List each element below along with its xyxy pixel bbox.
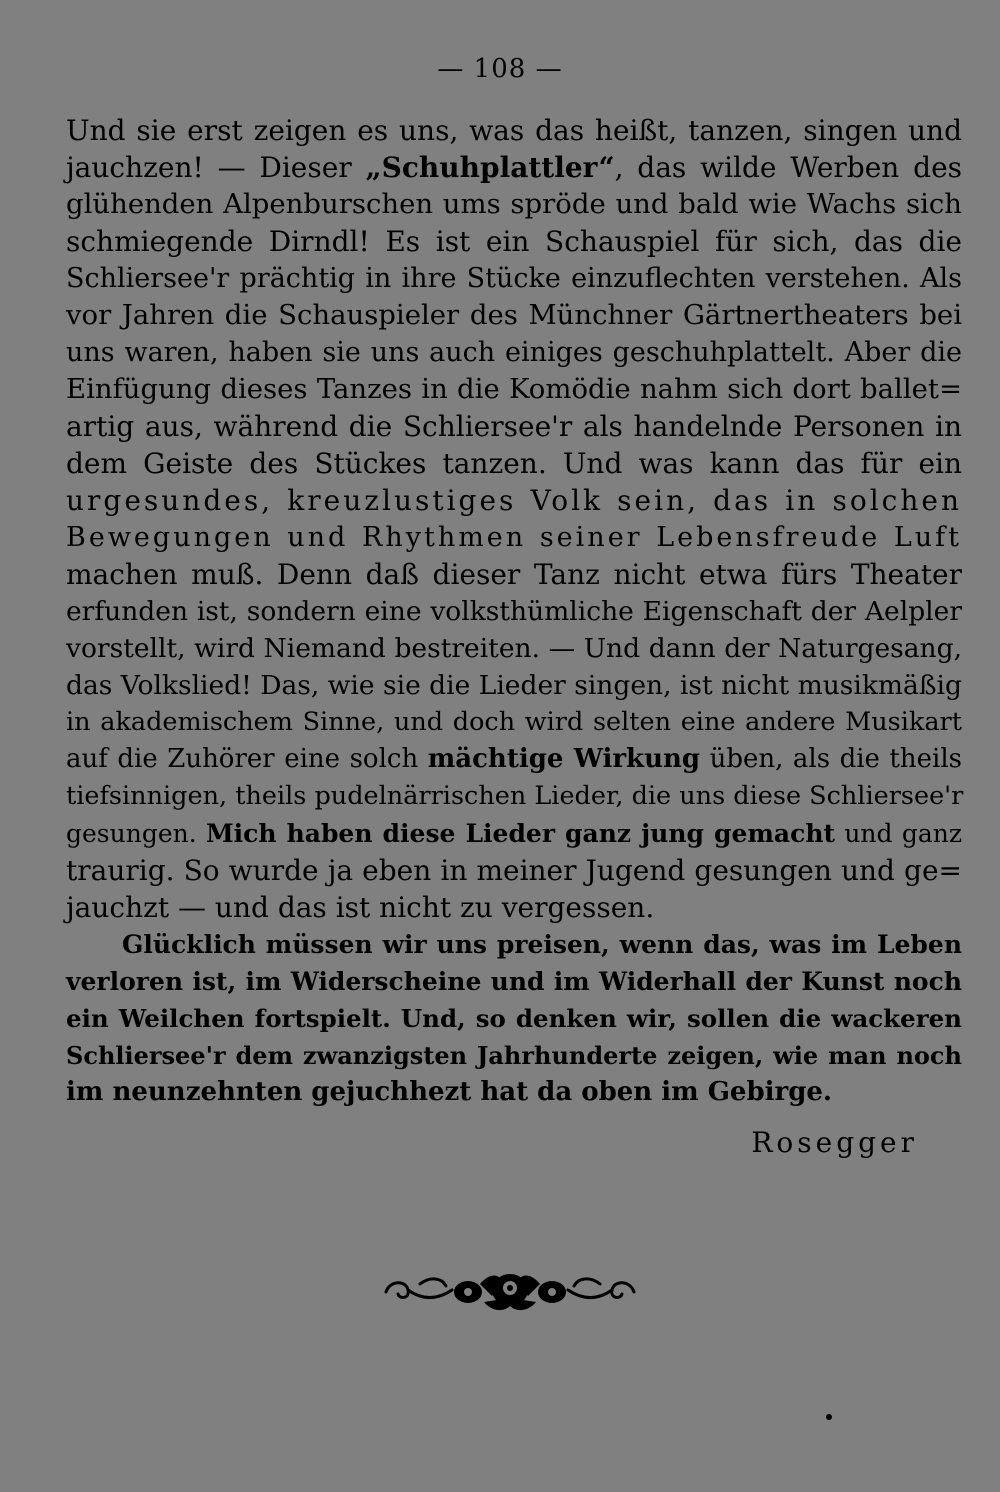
line-text: , das wilde Werben des — [614, 151, 963, 184]
text-line — [66, 260, 962, 297]
line-text: auf die Zuhörer eine solch — [66, 744, 428, 774]
text-line: ein Weilchen fortspielt. Und, so denken wir, sollen die wackeren — [66, 1004, 962, 1033]
line-text: artig aus, während die Schliersee'r als handelnde Personen in — [66, 410, 962, 443]
line-text: Und sie erst zeigen es uns, was das heißt, tanzen, singen und — [66, 114, 962, 147]
text-line: Schliersee'r dem zwanzigsten Jahrhunderte zeigen, wie man noch — [66, 1041, 962, 1070]
text-line — [66, 482, 962, 519]
line-text: das Volkslied! Das, wie sie die Lieder singen, ist nicht musikmäßig — [66, 670, 962, 701]
floral-ornament-icon — [380, 1262, 640, 1318]
text-line — [66, 223, 962, 260]
emphasis-text: „Schuhplattler“ — [365, 151, 615, 184]
text-line — [66, 408, 962, 445]
line-text: erfunden ist, sondern eine volksthümliche Eigenschaft der Aelpler — [66, 596, 962, 627]
text-line: verloren ist, im Widerscheine und im Widerhall der Kunst noch — [66, 967, 962, 996]
text-line — [66, 297, 962, 334]
text-line — [66, 741, 962, 778]
emphasis-text: Mich haben diese Lieder ganz jung gemacht — [205, 819, 836, 848]
text-line — [66, 519, 962, 556]
text-line: im neunzehnten gejuchhezt hat da oben im Gebirge. — [66, 1077, 832, 1107]
text-line — [66, 778, 962, 815]
line-text: und ganz — [835, 819, 963, 848]
line-text: machen muß. Denn daß dieser Tanz nicht etwa fürs Theater — [66, 558, 962, 591]
paragraph-main — [66, 112, 962, 926]
author-signature: Rosegger — [751, 1126, 918, 1159]
text-line: Glücklich müssen wir uns preisen, wenn das, was im Leben — [122, 930, 962, 959]
text-line — [66, 334, 962, 371]
paragraph-closing — [66, 926, 962, 1111]
line-text: Schliersee'r prächtig in ihre Stücke einzuflechten verstehen. Als — [66, 263, 962, 294]
emphasis-text: mächtige Wirkung — [427, 744, 701, 774]
text-line — [66, 630, 962, 667]
text-line — [66, 667, 962, 704]
text-line — [66, 445, 962, 482]
line-text: vor Jahren die Schauspieler des Münchner Gärtnertheaters bei — [66, 299, 962, 331]
line-text: üben, als die theils — [700, 744, 962, 774]
line-text: traurig. So wurde ja eben in meiner Jugend gesungen und ge= — [66, 854, 962, 887]
text-line — [66, 815, 962, 852]
line-text: Einfügung dieses Tanzes in die Komödie nahm sich dort ballet= — [66, 373, 962, 405]
line-text: gesungen. — [66, 819, 206, 848]
line-text: uns waren, haben sie uns auch einiges geschuhplattelt. Aber die — [66, 337, 962, 368]
text-line — [66, 852, 962, 889]
text-line — [66, 186, 962, 223]
line-text: glühenden Alpenburschen ums spröde und bald wie Wachs sich — [66, 188, 962, 220]
text-line — [66, 149, 962, 186]
line-text: dem Geiste des Stückes tanzen. Und was kann das für ein — [66, 447, 962, 480]
text-line — [66, 371, 962, 408]
line-text: jauchzt — und das ist nicht zu vergessen. — [66, 891, 655, 924]
text-line — [66, 704, 962, 741]
text-line — [66, 889, 962, 926]
text-line — [66, 556, 962, 593]
page-number: — 108 — — [437, 54, 563, 84]
line-text: Bewegungen und Rhythmen seiner Lebensfreude Luft — [66, 522, 962, 553]
line-text: urgesundes, kreuzlustiges Volk sein, das in solchen — [66, 484, 962, 517]
line-text: in akademischem Sinne, und doch wird selten eine andere Musikart — [66, 707, 962, 737]
text-line — [66, 112, 962, 149]
line-text: jauchzen! — Dieser — [66, 151, 366, 184]
line-text: tiefsinnigen, theils pudelnärrischen Lieder, die uns diese Schliersee'r — [66, 781, 964, 811]
line-text: schmiegende Dirndl! Es ist ein Schauspiel für sich, das die — [66, 225, 962, 258]
stray-mark — [826, 1414, 832, 1420]
text-line — [66, 593, 962, 630]
line-text: vorstellt, wird Niemand bestreiten. — Und dann der Naturgesang, — [66, 633, 962, 664]
